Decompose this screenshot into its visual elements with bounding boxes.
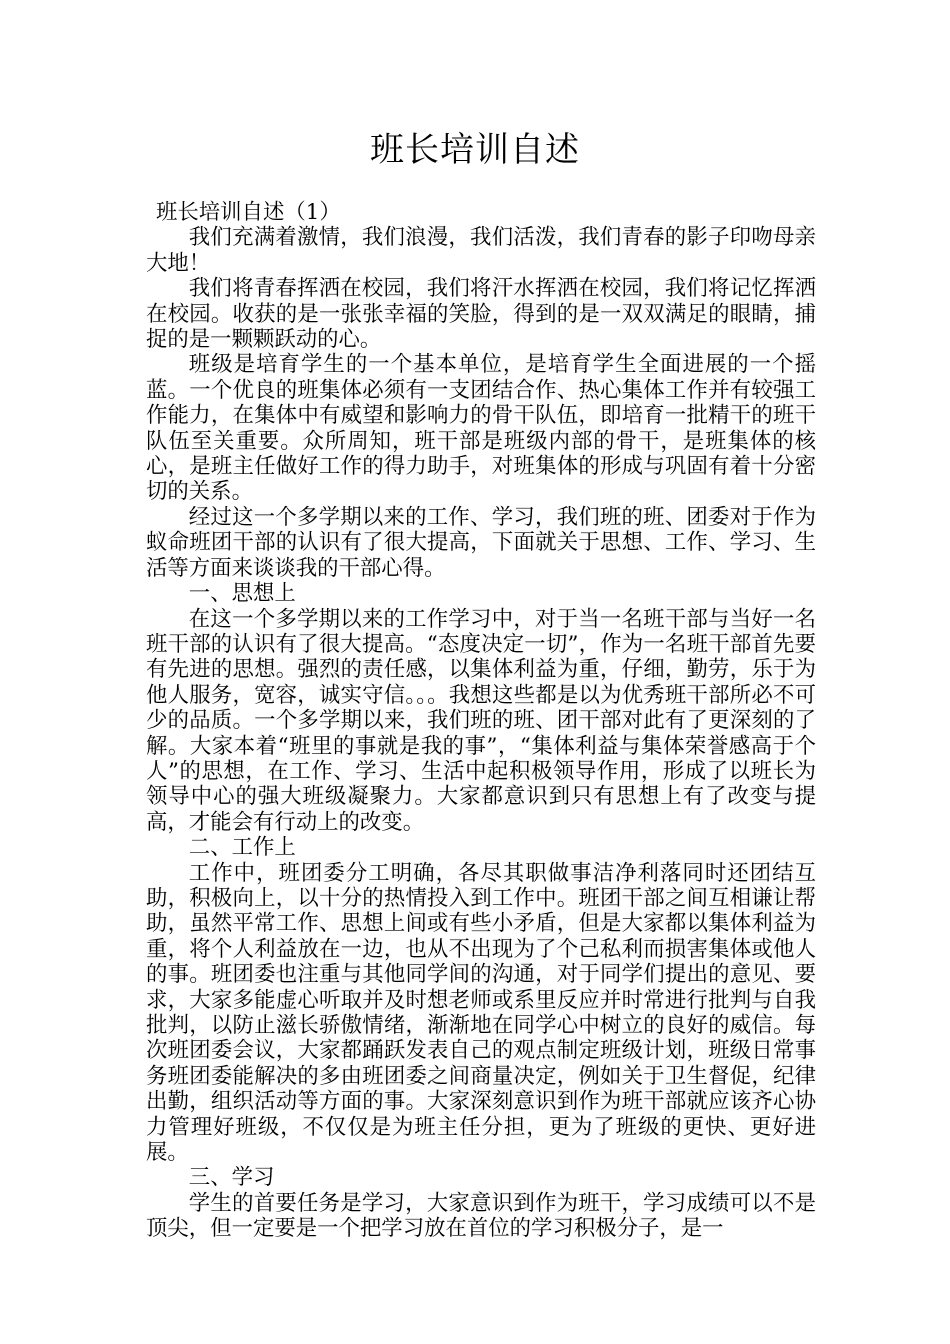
paragraph-intro-2: 我们将青春挥洒在校园，我们将汗水挥洒在校园，我们将记忆挥洒在校园。收获的是一张张幸福的笑脸，得到的是一双双满足的眼睛，捕捉的是一颗颗跃动的心。 (146, 276, 816, 353)
document-title: 班长培训自述 (370, 130, 580, 170)
section-text-thought: 在这一个多学期以来的工作学习中，对于当一名班干部与当好一名班干部的认识有了很大提高。“态度决定一切”，作为一名班干部首先要有先进的思想。强烈的责任感，以集体利益为重，仔细，勤劳，乐于为他人服务，宽容，诚实守信。。。我想这些都是以为优秀班干部所必不可少的品质。一个多学期以来，我们班的班、团干部对此有了更深刻的了解。大家本着“班里的事就是我的事”，“集体利益与集体荣誉感高于个人”的思想，在工作、学习、生活中起积极领导作用，形成了以班长为领导中心的强大班级凝聚力。大家都意识到只有思想上有了改变与提高，才能会有行动上的改变。 (146, 606, 816, 835)
section-text-study: 学生的首要任务是学习，大家意识到作为班干，学习成绩可以不是顶尖，但一定要是一个把学习放在首位的学习积极分子，是一 (146, 1190, 816, 1242)
paragraph-intro-1: 我们充满着激情，我们浪漫，我们活泼，我们青春的影子印吻母亲大地！ (146, 225, 816, 276)
section-heading-study: 三、学习 (188, 1165, 275, 1191)
section-heading-work: 二、工作上 (188, 835, 296, 861)
section-heading-thought: 一、思想上 (188, 581, 296, 607)
document-body (146, 200, 816, 1242)
paragraph-intro-3: 班级是培育学生的一个基本单位，是培育学生全面进展的一个摇蓝。一个优良的班集体必须有一支团结合作、热心集体工作并有较强工作能力，在集体中有威望和影响力的骨干队伍，即培育一批精干的班干队伍至关重要。众所周知，班干部是班级内部的骨干，是班集体的核心，是班主任做好工作的得力助手，对班集体的形成与巩固有着十分密切的关系。 (146, 352, 816, 505)
paragraph-intro-4: 经过这一个多学期以来的工作、学习，我们班的班、团委对于作为蚁命班团干部的认识有了很大提高，下面就关于思想、工作、学习、生活等方面来谈谈我的干部心得。 (146, 504, 816, 581)
document-subtitle: 班长培训自述（1） (156, 200, 341, 225)
section-text-work: 工作中，班团委分工明确，各尽其职做事洁净利落同时还团结互助，积极向上，以十分的热情投入到工作中。班团干部之间互相谦让帮助，虽然平常工作、思想上间或有些小矛盾，但是大家都以集体利益为重，将个人利益放在一边，也从不出现为了个己私利而损害集体或他人的事。班团委也注重与其他同学间的沟通，对于同学们提出的意见、要求，大家多能虚心听取并及时想老师或系里反应并时常进行批判与自我批判，以防止滋长骄傲情绪，渐渐地在同学心中树立的良好的威信。每次班团委会议，大家都踊跃发表自己的观点制定班级计划，班级日常事务班团委能解决的多由班团委之间商量决定，例如关于卫生督促，纪律出勤，组织活动等方面的事。大家深刻意识到作为班干部就应该齐心协力管理好班级，不仅仅是为班主任分担，更为了班级的更快、更好进展。 (146, 860, 816, 1166)
